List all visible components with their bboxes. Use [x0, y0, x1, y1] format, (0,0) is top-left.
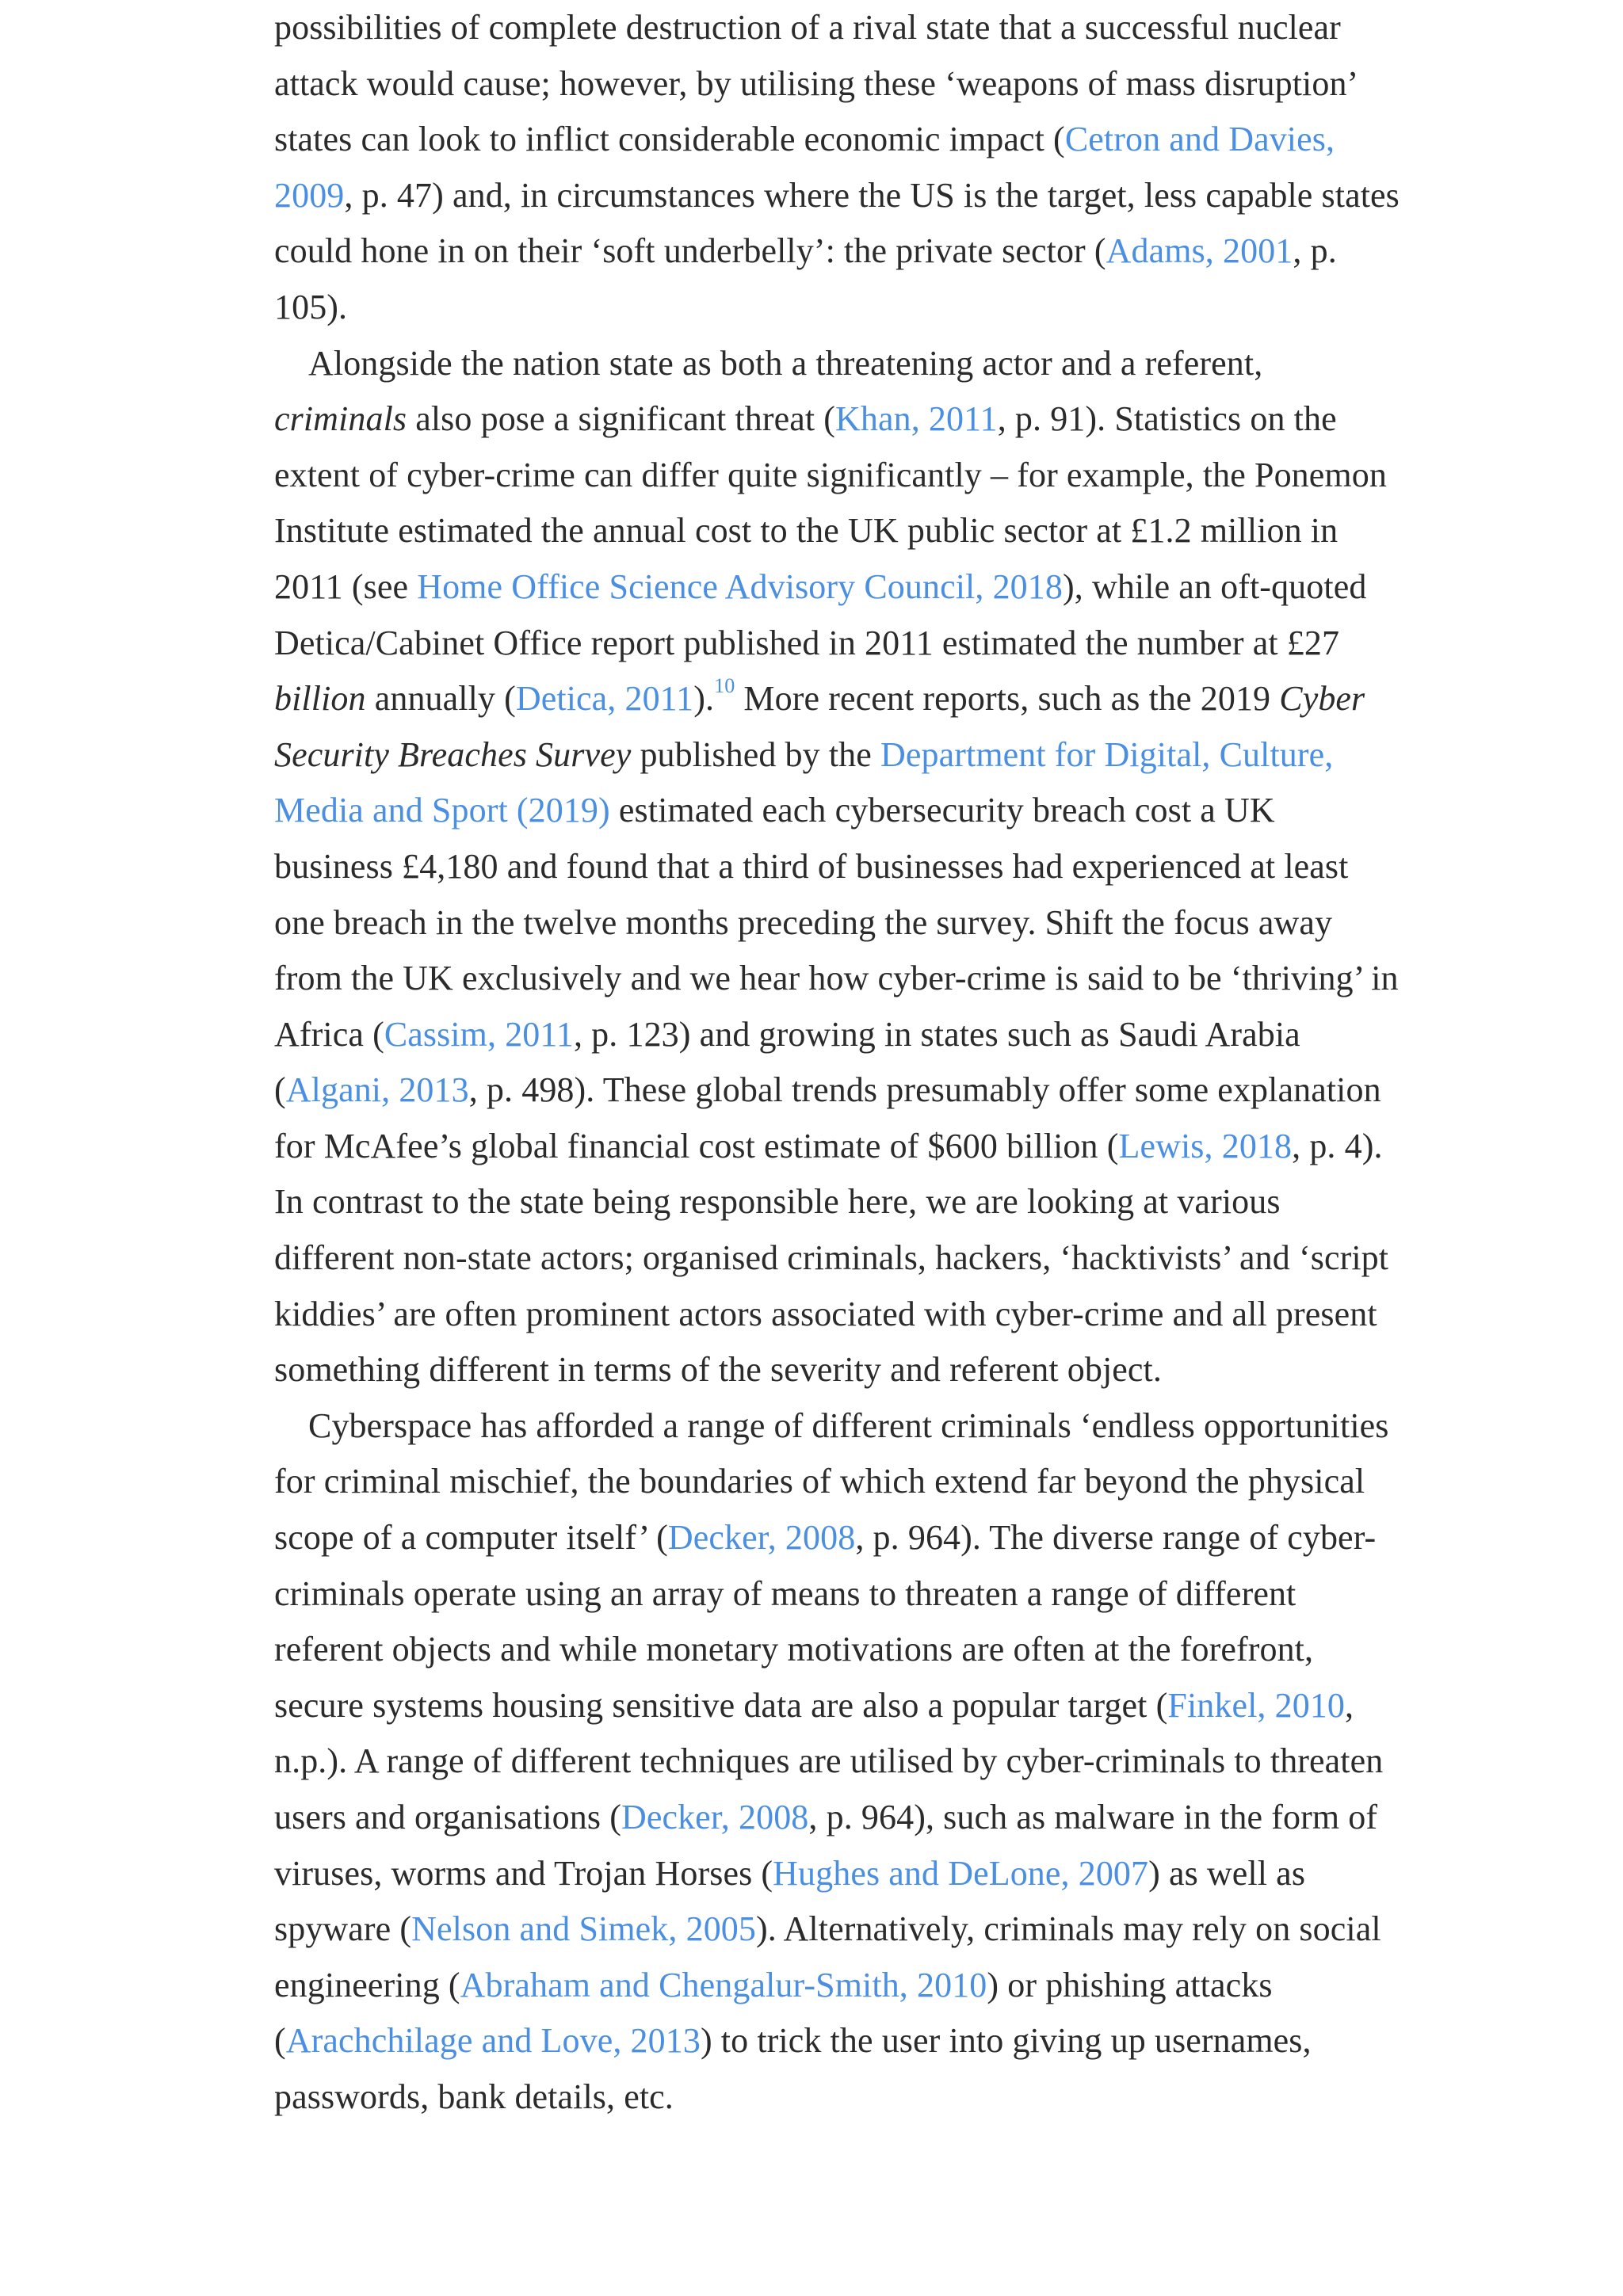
paragraph-text: , p. 123) and growing in states such as Saudi Arabia ( — [274, 1014, 1300, 1110]
paragraph-text: , p. 964), such as malware in the form of viruses, worms and Trojan Horses ( — [274, 1798, 1378, 1893]
paragraph-text: Cyberspace has afforded a range of different criminals ‘endless opportunities for criminal mischief, the boundaries of which extend far beyond the physical scope of a computer itself’ ( — [274, 1405, 1389, 1558]
paragraph-text: , p. 498). These global trends presumably offer some explanation for McAfee’s global financial cost estimate of $600 billion ( — [274, 1070, 1381, 1165]
citation-link-decker-2008[interactable]: Decker, 2008 — [621, 1798, 809, 1836]
article-body — [274, 0, 1400, 2126]
paragraph-text: , p. 91). Statistics on the extent of cyber-crime can differ quite significantly – for example, the Ponemon Institute estimated the annual cost to the UK public sector at £1.2 million in 2011 (see — [274, 399, 1387, 606]
paragraph-text: estimated each cybersecurity breach cost a UK business £4,180 and found that a third of businesses had experienced at least one breach in the twelve months preceding the survey. Shift the focus away from the UK exclusively and we hear how cyber-crime is said to be ‘thriving’ in Africa ( — [274, 791, 1399, 1054]
paragraph-text: ) to trick the user into giving up usernames, passwords, bank details, etc. — [274, 2021, 1312, 2116]
paragraph-text: , p. 964). The diverse range of cyber-criminals operate using an array of means to threaten a range of different referent objects and while monetary motivations are often at the forefront, secure systems housing sensitive data are also a popular target ( — [274, 1518, 1377, 1725]
paragraph-text: , p. 105). — [274, 231, 1337, 326]
paragraph-1 — [274, 0, 1400, 336]
citation-link-cassim-2011[interactable]: Cassim, 2011 — [384, 1014, 574, 1054]
emphasis-text: Cyber Security Breaches Survey — [274, 679, 1365, 774]
citation-link-algani-2013[interactable]: Algani, 2013 — [285, 1070, 469, 1110]
citation-link-adams-2001[interactable]: Adams, 2001 — [1106, 231, 1293, 271]
paragraph-2 — [274, 336, 1400, 1398]
paragraph-text: possibilities of complete destruction of a rival state that a successful nuclear attack would cause; however, by utilising these ‘weapons of mass disruption’ states can look to inflict considerable economic impact ( — [274, 8, 1357, 159]
citation-link-detica-2011[interactable]: Detica, 2011 — [515, 679, 694, 719]
emphasis-text: criminals — [274, 399, 407, 439]
paragraph-text: ). Alternatively, criminals may rely on social engineering ( — [274, 1909, 1381, 2004]
citation-link-finkel-2010[interactable]: Finkel, 2010 — [1167, 1685, 1346, 1725]
paragraph-text: More recent reports, such as the 2019 — [735, 679, 1280, 719]
paragraph-text: , p. 4). In contrast to the state being responsible here, we are looking at various different non-state actors; organised criminals, hackers, ‘hacktivists’ and ‘script kiddies’ are often prominent actors associated with cyber-crime and all present something different in terms of the severity and referent object. — [274, 1126, 1389, 1390]
paragraph-3 — [274, 1398, 1400, 2126]
paragraph-text: annually ( — [365, 679, 516, 719]
paragraph-text: , n.p.). A range of different techniques are utilised by cyber-criminals to threaten users and organisations ( — [274, 1685, 1384, 1836]
paragraph-text: ) as well as spyware ( — [274, 1853, 1306, 1949]
paragraph-text: ), while an oft-quoted Detica/Cabinet Office report published in 2011 estimated the number at £27 — [274, 566, 1367, 662]
footnote-link-10[interactable]: 10 — [714, 674, 735, 698]
footnote-marker — [714, 674, 735, 697]
citation-link-cetron-davies-2009[interactable]: Cetron and Davies, 2009 — [274, 120, 1335, 215]
citation-link-home-office-2018[interactable]: Home Office Science Advisory Council, 2018 — [417, 566, 1063, 606]
citation-link-lewis-2018[interactable]: Lewis, 2018 — [1118, 1126, 1293, 1165]
citation-link-khan-2011[interactable]: Khan, 2011 — [835, 399, 998, 439]
paragraph-text: Alongside the nation state as both a threatening actor and a referent, — [308, 343, 1263, 383]
citation-link-decker-2008[interactable]: Decker, 2008 — [667, 1518, 856, 1558]
paragraph-text: also pose a significant threat ( — [407, 399, 836, 439]
paragraph-text: ) or phishing attacks ( — [274, 1965, 1273, 2061]
paragraph-text: published by the — [631, 734, 881, 774]
emphasis-text: billion — [274, 679, 366, 719]
citation-link-nelson-simek-2005[interactable]: Nelson and Simek, 2005 — [411, 1909, 757, 1949]
citation-link-hughes-delone-2007[interactable]: Hughes and DeLone, 2007 — [773, 1853, 1149, 1893]
paragraph-text: , p. 47) and, in circumstances where the US is the target, less capable states could hone in on their ‘soft underbelly’: the private sector ( — [274, 175, 1400, 271]
citation-link-abraham-chengalur-smith-2010[interactable]: Abraham and Chengalur-Smith, 2010 — [460, 1965, 987, 2004]
citation-link-arachchilage-love-2013[interactable]: Arachchilage and Love, 2013 — [285, 2021, 701, 2061]
citation-link-dcms-2019[interactable]: Department for Digital, Culture, Media and Sport (2019) — [274, 734, 1334, 830]
paragraph-text: ). — [693, 679, 715, 719]
